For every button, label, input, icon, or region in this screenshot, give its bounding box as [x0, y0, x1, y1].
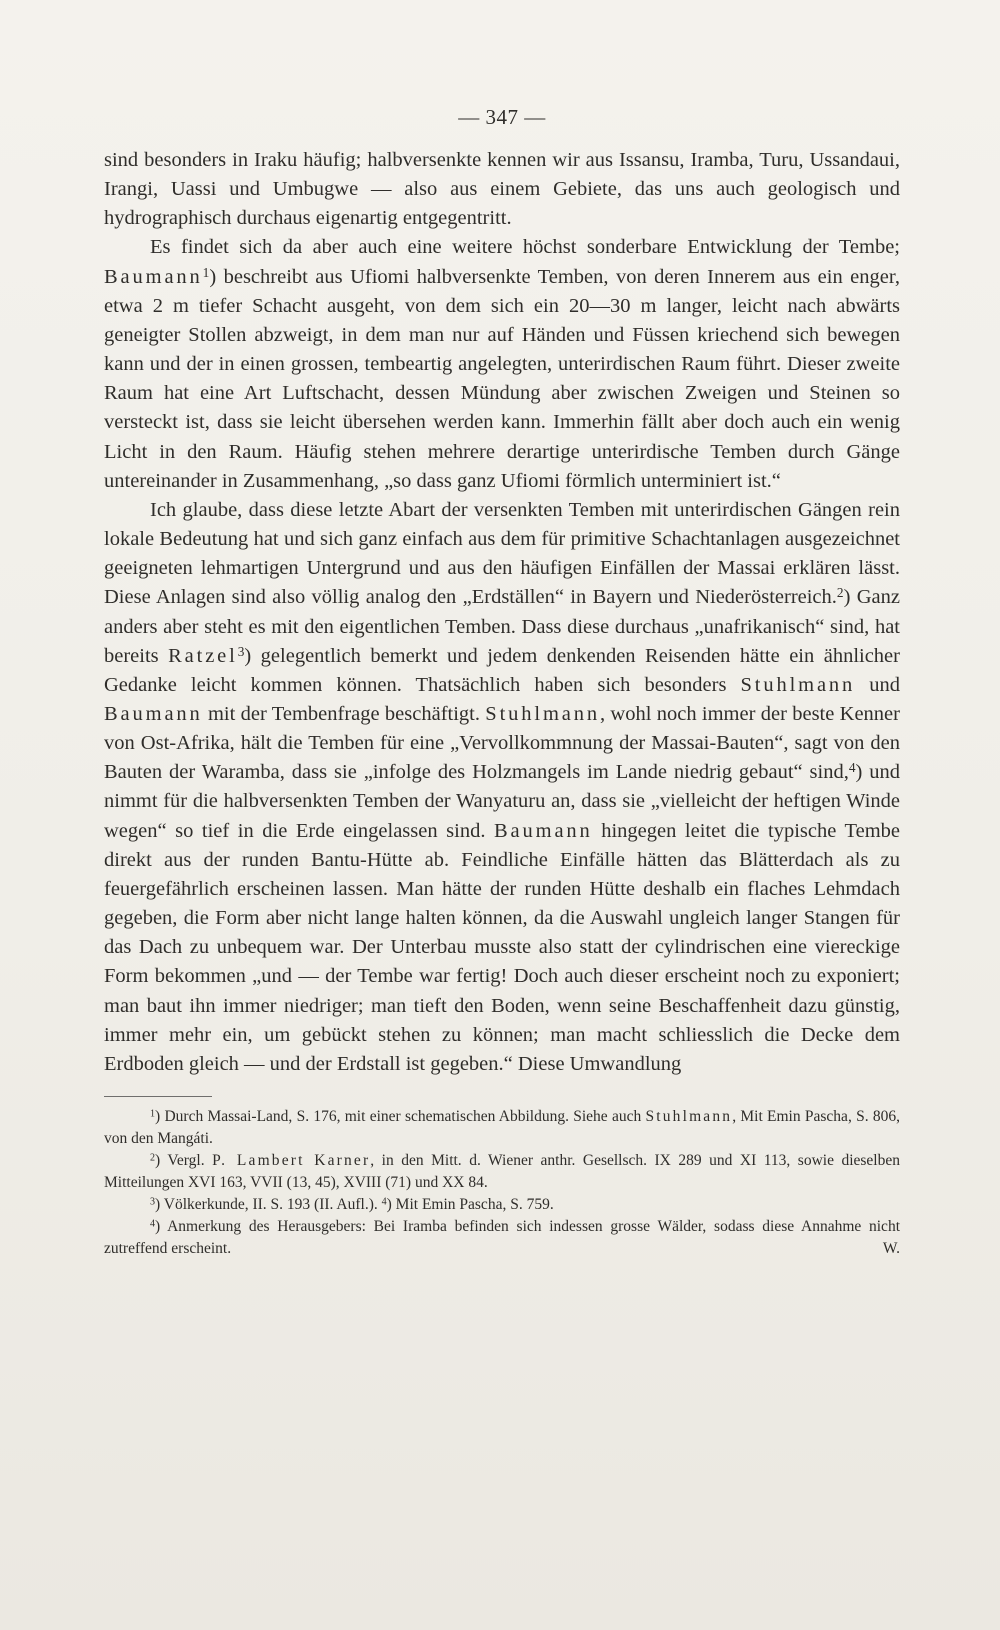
footnote-text: , in den Mitt. d. Wiener anthr. Gesellsch. IX 289 und XI 113, sowie dieselben Mitteilungen XVI 163, VVII (13, 45), XVIII (71) und XX 84.	[104, 1152, 900, 1191]
paragraph-text: ) und nimmt für die halbversenkten Temben der Wanyaturu an, dass sie „vielleicht der heftigen Winde wegen“ so tief in die Erde eingelassen sind.	[104, 761, 901, 842]
footnote-text: , Mit Emin Pascha, S. 806, von den Mangáti.	[104, 1108, 900, 1147]
paragraph-text: mit der Tembenfrage beschäftigt.	[202, 702, 486, 725]
paragraph-text: ) gelegentlich bemerkt und jedem denkenden Reisenden hätte ein ähnlicher Gedanke leicht kommen können. Thatsächlich haben sich besonders	[104, 644, 900, 696]
footnote-number: 3	[150, 1196, 156, 1208]
paragraph-1	[104, 146, 900, 233]
footnote-text: ) Vergl.	[155, 1152, 213, 1169]
editor-initial: W.	[882, 1240, 900, 1257]
paragraph-text: ) Ganz anders aber steht es mit den eigentlichen Temben. Dass diese durchaus „unafrikanisch“ sind, hat bereits	[104, 586, 900, 667]
footnote-divider	[104, 1096, 212, 1097]
footnote-text: ) Durch Massai-Land, S. 176, mit einer schematischen Abbildung. Siehe auch	[155, 1108, 646, 1125]
footnote-3	[104, 1194, 900, 1216]
paragraph-text: hingegen leitet die typische Tembe direkt aus der runden Bantu-Hütte ab. Feindliche Einfälle hätten das Blätterdach als zu feuergefährlich erscheinen lassen. Man hätte der runden Hütte deshalb ein flaches Lehmdach gegeben, die Form aber nicht lange halten können, da die Auswahl ungleich langer Stangen für das Dach zu unbequem war. Der Unterbau musste also statt der cylindrischen eine viereckige Form bekommen „und — der Tembe war fertig! Doch auch dieser erscheint noch zu exponiert; man baut ihn immer niedriger; man tieft den Boden, wenn seine Beschaffenheit dazu günstig, immer mehr ein, um gebückt stehen zu können; man macht schliesslich die Decke dem Erdboden gleich — und der Erdstall ist gegeben.“ Diese Umwandlung	[104, 819, 900, 1075]
author-name: Ratzel	[168, 644, 238, 667]
footnote-number: 4	[150, 1218, 156, 1230]
author-name: Baumann	[494, 819, 593, 842]
footnote-2	[104, 1150, 900, 1194]
author-name: P. Lambert Karner	[212, 1152, 371, 1169]
paragraph-text: und	[855, 673, 900, 696]
footnote-text: ) Mit Emin Pascha, S. 759.	[386, 1196, 554, 1213]
author-name: Stuhlmann	[485, 702, 600, 725]
paragraph-text: ) beschreibt aus Ufiomi halbversenkte Temben, von deren Innerem aus ein enger, etwa 2 m tiefer Schacht ausgeht, von dem sich ein 20—30 m langer, leicht nach abwärts geneigter Stollen abzweigt, in dem man nur auf Händen und Füssen kriechend sich bewegen kann und der in einen grossen, tembeartig angelegten, unterirdischen Raum führt. Dieser zweite Raum hat eine Art Luftschacht, dessen Mündung aber zwischen Zweigen und Steinen so versteckt ist, dass sie leicht übersehen werden kann. Immerhin fällt aber doch auch ein wenig Licht in den Raum. Häufig stehen mehrere derartige unterirdische Temben durch Gänge untereinander in Zusammenhang, „so dass ganz Ufiomi förmlich unterminiert ist.“	[104, 265, 900, 492]
paragraph-text: , wohl noch immer der beste Kenner von Ost-Afrika, hält die Temben für eine „Vervollkommnung der Massai-Bauten“, sagt von den Bauten der Waramba, dass sie „infolge des Holzmangels im Lande niedrig gebaut“ sind,	[104, 702, 900, 784]
author-name: Stuhlmann	[740, 673, 856, 696]
footnote-number: 2	[150, 1152, 156, 1164]
body-text	[104, 146, 900, 1079]
footnote-4	[104, 1216, 900, 1260]
page-content	[104, 96, 900, 1260]
footnote-text: ) Anmerkung des Herausgebers: Bei Iramba befinden sich indessen grosse Wälder, sodass diese Annahme nicht zutreffend erscheint.	[104, 1218, 900, 1257]
footnote-marker: 4	[848, 760, 856, 776]
author-name: Stuhlmann	[645, 1108, 733, 1125]
footnote-1	[104, 1106, 900, 1150]
paragraph-text: Es findet sich da aber auch eine weitere höchst sonderbare Entwicklung der Tembe;	[150, 236, 900, 259]
footnotes	[104, 1106, 900, 1260]
paragraph-text: Ich glaube, dass diese letzte Abart der versenkten Temben mit unterirdischen Gängen rein lokale Bedeutung hat und sich ganz einfach aus dem für primitive Schachtanlagen ausgezeichnet geeigneten lehmartigen Untergrund und aus den häufigen Einfällen der Massai erklären lässt. Diese Anlagen sind also völlig analog den „Erdställen“ in Bayern und Niederösterreich.	[104, 498, 900, 609]
footnote-number: 1	[150, 1108, 156, 1120]
footnote-number: 4	[381, 1196, 387, 1208]
footnote-text: ) Völkerkunde, II. S. 193 (II. Aufl.).	[155, 1196, 382, 1213]
footnote-marker: 1	[202, 264, 210, 280]
footnote-marker: 3	[237, 643, 245, 659]
page-number: — 347 —	[458, 105, 546, 129]
paragraph-2	[104, 233, 900, 495]
paragraph-3	[104, 496, 900, 1079]
paragraph-text: sind besonders in Iraku häufig; halbversenkte kennen wir aus Issansu, Iramba, Turu, Ussandaui, Irangi, Uassi und Umbugwe — also aus einem Gebiete, das uns auch geologisch und hydrographisch durchaus eigenartig entgegentritt.	[104, 149, 900, 230]
footnote-marker: 2	[836, 585, 844, 601]
author-name: Baumann	[104, 265, 203, 288]
author-name: Baumann	[104, 702, 203, 725]
